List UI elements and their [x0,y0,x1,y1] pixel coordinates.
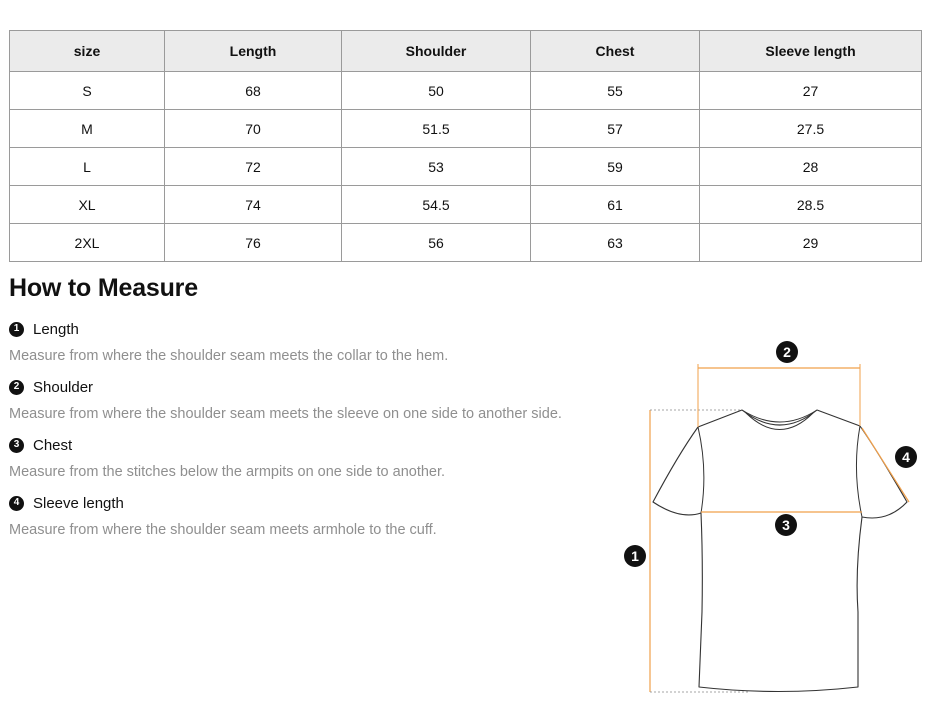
table-cell: 54.5 [342,186,531,224]
table-cell: 56 [342,224,531,262]
table-cell: 55 [531,72,700,110]
number-badge-icon: 1 [9,322,24,337]
number-badge-icon: 4 [9,496,24,511]
badge-2-icon [776,341,798,363]
table-cell: 61 [531,186,700,224]
badge-3-label: 3 [782,517,790,533]
table-cell: 29 [700,224,922,262]
measure-item-header [9,493,437,513]
table-cell: 2XL [10,224,165,262]
measure-item-length [9,319,448,364]
measure-item-description: Measure from where the shoulder seam meets armhole to the cuff. [9,522,437,538]
measure-item-header [9,435,445,455]
measure-item-sleeve-length [9,493,437,538]
column-header-chest: Chest [531,31,700,72]
table-cell: 27 [700,72,922,110]
measure-item-header [9,377,562,397]
table-cell: L [10,148,165,186]
table-cell: XL [10,186,165,224]
badge-1-icon [624,545,646,567]
measure-item-shoulder [9,377,562,422]
column-header-sleeve-length: Sleeve length [700,31,922,72]
table-cell: 72 [165,148,342,186]
table-row [10,224,922,262]
measure-item-description: Measure from where the shoulder seam meets the sleeve on one side to another side. [9,406,562,422]
table-cell: 51.5 [342,110,531,148]
measure-item-label: Chest [33,436,73,454]
table-row [10,72,922,110]
table-cell: 74 [165,186,342,224]
measure-item-label: Shoulder [33,378,94,396]
table-cell: 68 [165,72,342,110]
measure-item-chest [9,435,445,480]
number-badge-icon: 3 [9,438,24,453]
column-header-length: Length [165,31,342,72]
table-cell: 28.5 [700,186,922,224]
table-header-row [10,31,922,72]
table-cell: S [10,72,165,110]
table-row [10,110,922,148]
measure-item-description: Measure from where the shoulder seam meets the collar to the hem. [9,348,449,364]
measure-item-header [9,319,448,339]
table-cell: 59 [531,148,700,186]
table-row [10,148,922,186]
table-cell: 70 [165,110,342,148]
column-header-size: size [10,31,165,72]
number-badge-icon: 2 [9,380,24,395]
table-cell: M [10,110,165,148]
table-cell: 50 [342,72,531,110]
column-header-shoulder: Shoulder [342,31,531,72]
table-cell: 76 [165,224,342,262]
table-cell: 28 [700,148,922,186]
table-row [10,186,922,224]
tshirt-measurement-diagram [600,330,930,710]
measure-item-label: Sleeve length [33,494,124,512]
badge-4-label: 4 [902,449,910,465]
how-to-measure-heading: How to Measure [9,274,198,302]
table-cell: 53 [342,148,531,186]
badge-2-label: 2 [783,344,791,360]
badge-4-icon [895,446,917,468]
table-cell: 63 [531,224,700,262]
badge-1-label: 1 [631,548,639,564]
tshirt-outline [653,410,907,692]
size-chart-table [9,30,922,262]
measure-item-label: Length [33,320,79,338]
tshirt-diagram-svg [600,330,930,710]
badge-3-icon [775,514,797,536]
measure-item-description: Measure from the stitches below the armpits on one side to another. [9,464,446,480]
table-cell: 27.5 [700,110,922,148]
table-cell: 57 [531,110,700,148]
